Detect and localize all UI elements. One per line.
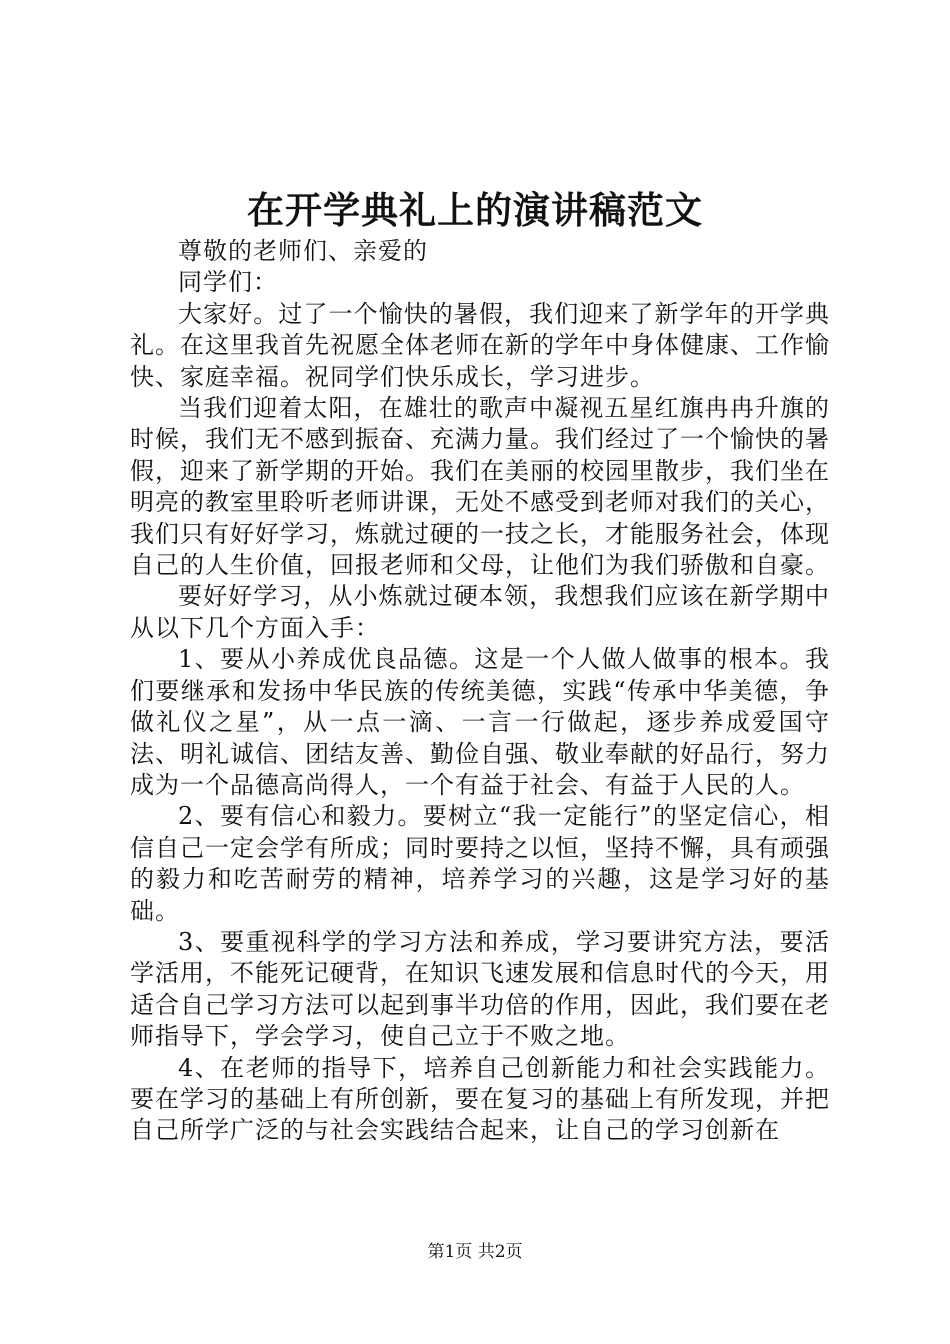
greeting-line: 同学们： bbox=[178, 268, 278, 297]
numbered-paragraph: 2、要有信心和毅力。要树立“我一定能行”的坚定信心，相信自己一定会学有所成；同时要持之以恒，坚持不懈，具有顽强的毅力和吃苦耐劳的精神，培养学习的兴趣，这是学习好的基础。 bbox=[130, 802, 830, 925]
numbered-paragraph: 3、要重视科学的学习方法和养成，学习要讲究方法，要活学活用，不能死记硬背，在知识飞速发展和信息时代的今天，用适合自己学习方法可以起到事半功倍的作用，因此，我们要在老师指导下，学会学习，使自己立于不败之地。 bbox=[130, 927, 830, 1051]
page-footer: 第1页 共2页 bbox=[427, 1242, 523, 1262]
body-paragraph: 当我们迎着太阳，在雄壮的歌声中凝视五星红旗冉冉升旗的时候，我们无不感到振奋、充满力量。我们经过了一个愉快的暑假，迎来了新学期的开始。我们在美丽的校园里散步，我们坐在明亮的教室里聆听老师讲课，无处不感受到老师对我们的关心，我们只有好好学习，炼就过硬的一技之长，才能服务社会，体现自己的人生价值，回报老师和父母，让他们为我们骄傲和自豪。 bbox=[130, 394, 830, 580]
numbered-paragraph: 1、要从小养成优良品德。这是一个人做人做事的根本。我们要继承和发扬中华民族的传统美德，实践“传承中华美德，争做礼仪之星”，从一点一滴、一言一行做起，逐步养成爱国守法、明礼诚信、团结友善、勤俭自强、敬业奉献的好品行，努力成为一个品德高尚得人，一个有益于社会、有益于人民的人。 bbox=[130, 645, 830, 799]
body-paragraph: 大家好。过了一个愉快的暑假，我们迎来了新学年的开学典礼。在这里我首先祝愿全体老师在新的学年中身体健康、工作愉快、家庭幸福。祝同学们快乐成长，学习进步。 bbox=[130, 299, 830, 391]
document-body bbox=[130, 236, 830, 1147]
document-title: 在开学典礼上的演讲稿范文 bbox=[247, 188, 703, 232]
numbered-paragraph: 4、在老师的指导下，培养自己创新能力和社会实践能力。要在学习的基础上有所创新，要在复习的基础上有所发现，并把自己所学广泛的与社会实践结合起来，让自己的学习创新在 bbox=[130, 1053, 830, 1145]
greeting-line: 尊敬的老师们、亲爱的 bbox=[178, 237, 428, 265]
body-paragraph: 要好好学习，从小炼就过硬本领，我想我们应该在新学期中从以下几个方面入手： bbox=[130, 582, 830, 642]
